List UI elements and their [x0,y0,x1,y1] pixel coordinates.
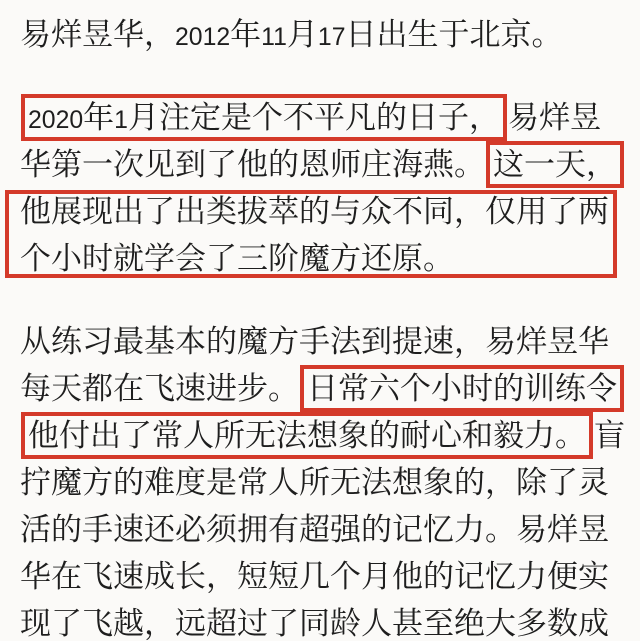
text-line [20,94,640,141]
text-segment: 华第一次见到了他的恩师庄海燕。 [20,147,485,182]
text-line [20,365,640,412]
text-line [20,506,640,553]
text-segment: 易烊昱 [507,100,601,135]
text-line [20,11,640,58]
text-line [20,235,640,282]
text-line [20,188,640,235]
text-segment: 现了飞越，远超过了同龄人甚至绝大多数成 [20,606,609,641]
text-segment: 每天都在飞速进步。 [20,371,299,406]
highlight-box: 这一天， [486,141,624,188]
highlight-box: 日常六个小时的训练令 [300,365,624,412]
paragraph-meeting-mentor [20,94,640,282]
text-line [20,600,640,641]
text-segment: 盲 [594,418,625,453]
text-segment: 拧魔方的难度是常人所无法想象的，除了灵 [20,465,609,500]
text-segment: 个小时就学会了三阶魔方还原。 [20,241,454,276]
highlight-box: 他付出了常人所无法想象的耐心和毅力。 [21,412,593,459]
text-segment: 他展现出了出类拔萃的与众不同，仅用了两 [20,194,609,229]
paragraph-training [20,318,640,641]
text-line [20,141,640,188]
text-line [20,459,640,506]
text-segment: 华在飞速成长，短短几个月他的记忆力便实 [20,559,609,594]
text-line [20,553,640,600]
paragraph-intro [20,11,640,58]
text-segment: 活的手速还必须拥有超强的记忆力。易烊昱 [20,512,609,547]
text-line [20,318,640,365]
text-segment: 从练习最基本的魔方手法到提速，易烊昱华 [20,324,609,359]
text-segment: 易烊昱华，2012年11月17日出生于北京。 [20,17,563,52]
text-line [20,412,640,459]
highlight-box: 2020年1月注定是个不平凡的日子， [21,94,507,141]
